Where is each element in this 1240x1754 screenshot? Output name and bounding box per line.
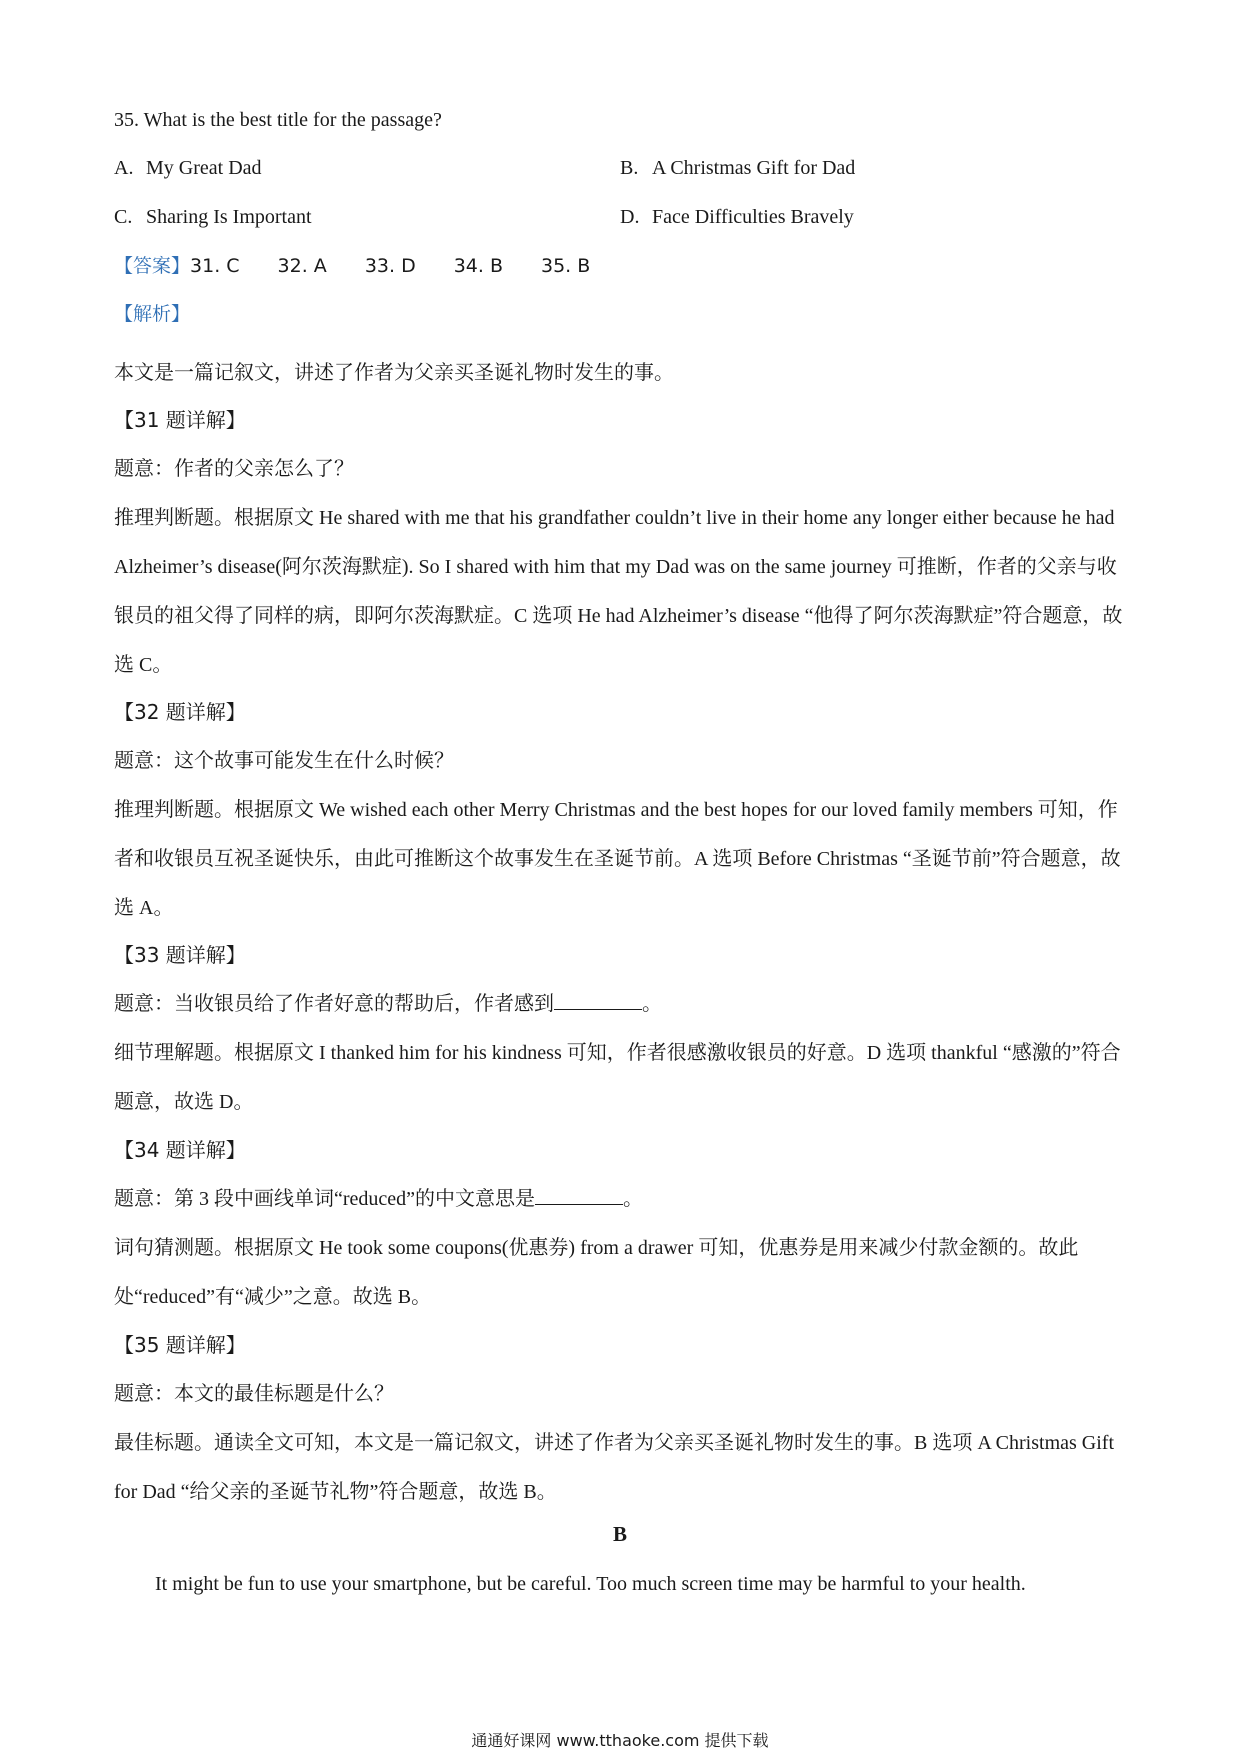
detail-32-body: 推理判断题。根据原文 We wished each other Merry Christmas and the best hopes for our loved family members 可知，作者和收银员互祝圣诞快乐，由此可推断这个故事发生在圣诞节前。A 选项 Before Christmas “圣诞节前”符合题意，故选 A。	[114, 799, 1121, 919]
detail-35-body: 最佳标题。通读全文可知，本文是一篇记叙文，讲述了作者为父亲买圣诞礼物时发生的事。B 选项 A Christmas Gift for Dad “给父亲的圣诞节礼物”符合题意，故选 B。	[114, 1432, 1115, 1503]
detail-33-meaning-pre: 题意：当收银员给了作者好意的帮助后，作者感到	[114, 993, 554, 1015]
option-a-key: A.	[114, 157, 134, 179]
detail-35-heading: 【35 题详解】	[114, 1333, 246, 1357]
section-b-title: B	[612, 1522, 627, 1546]
summary-text: 本文是一篇记叙文，讲述了作者为父亲买圣诞礼物时发生的事。	[114, 362, 674, 384]
page-footer: 通通好课网 www.tthaoke.com 提供下载	[471, 1731, 769, 1750]
option-b-key: B.	[620, 157, 639, 179]
analysis-tag: 【解析】	[114, 303, 191, 325]
detail-33-heading: 【33 题详解】	[114, 943, 246, 967]
option-d	[620, 203, 854, 231]
detail-35-meaning: 题意：本文的最佳标题是什么？	[114, 1383, 394, 1405]
answer-blank	[535, 1186, 623, 1205]
answer-item: 34. B	[453, 255, 503, 277]
detail-31-meaning: 题意：作者的父亲怎么了？	[114, 458, 354, 480]
detail-34-heading: 【34 题详解】	[114, 1138, 246, 1162]
detail-34-meaning-pre: 题意：第 3 段中画线单词“reduced”的中文意思是	[114, 1188, 536, 1210]
option-b-text: A Christmas Gift for Dad	[652, 157, 856, 179]
answer-item: 33. D	[364, 255, 416, 277]
option-a-text: My Great Dad	[146, 157, 262, 179]
detail-32-heading: 【32 题详解】	[114, 700, 246, 724]
answer-item: 32. A	[277, 255, 327, 277]
detail-32-meaning: 题意：这个故事可能发生在什么时候？	[114, 750, 454, 772]
section-b-intro: It might be fun to use your smartphone, but be careful. Too much screen time may be harmful to your health.	[155, 1573, 1026, 1595]
option-d-text: Face Difficulties Bravely	[652, 206, 854, 228]
option-a	[114, 154, 262, 182]
option-c	[114, 203, 312, 231]
option-c-text: Sharing Is Important	[146, 206, 312, 228]
answer-blank	[554, 991, 642, 1010]
answer-tag: 【答案】	[114, 255, 191, 277]
detail-33-meaning-post: 。	[642, 993, 662, 1015]
detail-31-body: 推理判断题。根据原文 He shared with me that his grandfather couldn’t live in their home any longer either because he had Alzheimer’s disease(阿尔茨海默症). So I shared with him that my Dad was on the same journey 可推断，作者的父亲与收银员的祖父得了同样的病，即阿尔茨海默症。C 选项 He had Alzheimer’s disease “他得了阿尔茨海默症”符合题意，故选 C。	[114, 507, 1123, 676]
detail-31-heading: 【31 题详解】	[114, 408, 246, 432]
question-35-stem: 35. What is the best title for the passage?	[114, 109, 442, 131]
detail-34-body: 词句猜测题。根据原文 He took some coupons(优惠券) from a drawer 可知，优惠券是用来减少付款金额的。故此处“reduced”有“减少”之意。故选 B。	[114, 1237, 1079, 1308]
answer-row	[114, 252, 1130, 280]
option-c-key: C.	[114, 206, 133, 228]
option-d-key: D.	[620, 206, 640, 228]
answer-item: 35. B	[541, 255, 591, 277]
detail-33-body: 细节理解题。根据原文 I thanked him for his kindness 可知，作者很感激收银员的好意。D 选项 thankful “感激的”符合题意，故选 D。	[114, 1042, 1121, 1113]
answer-item: 31. C	[190, 255, 240, 277]
detail-34-meaning	[114, 1175, 1130, 1224]
detail-34-meaning-post: 。	[623, 1188, 644, 1210]
option-b	[620, 154, 855, 182]
detail-33-meaning	[114, 980, 1130, 1029]
